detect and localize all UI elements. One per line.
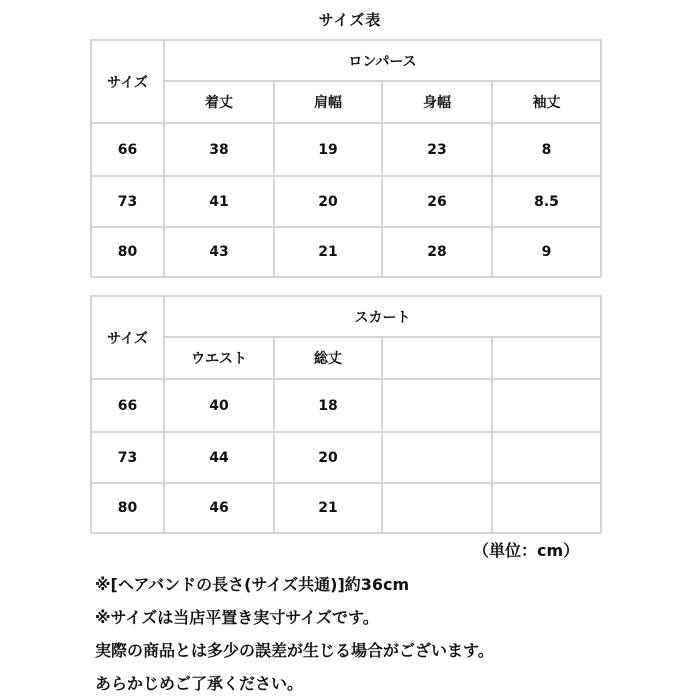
table-row — [91, 123, 601, 176]
column-header: 身幅 — [382, 81, 492, 123]
romper-group-header: ロンパース — [164, 40, 601, 81]
column-header: 総丈 — [274, 337, 382, 379]
table-cell — [492, 432, 601, 483]
table-cell: 26 — [382, 176, 492, 227]
note-measurement: ※サイズは当店平置き実寸サイズです。 — [95, 608, 379, 627]
table-cell: 28 — [382, 227, 492, 277]
romper-size-table — [90, 39, 602, 278]
table-cell: 40 — [164, 379, 274, 432]
note-hairband: ※[ヘアバンドの長さ(サイズ共通)]約36cm — [95, 575, 410, 594]
column-header: 肩幅 — [274, 81, 382, 123]
table-cell — [382, 483, 492, 533]
table-cell: 43 — [164, 227, 274, 277]
skirt-size-table — [90, 295, 602, 534]
table-row — [91, 432, 601, 483]
table-cell: 44 — [164, 432, 274, 483]
size-cell: 73 — [91, 432, 164, 483]
table-row — [91, 227, 601, 277]
skirt-group-header: スカート — [164, 296, 601, 337]
table-cell: 38 — [164, 123, 274, 176]
table-cell: 21 — [274, 227, 382, 277]
table-cell: 46 — [164, 483, 274, 533]
column-header: 着丈 — [164, 81, 274, 123]
column-header — [492, 337, 601, 379]
table-cell — [492, 379, 601, 432]
table-cell: 19 — [274, 123, 382, 176]
size-cell: 80 — [91, 483, 164, 533]
size-cell: 66 — [91, 379, 164, 432]
size-cell: 66 — [91, 123, 164, 176]
size-header: サイズ — [91, 40, 164, 123]
table-cell: 8 — [492, 123, 601, 176]
table-cell: 21 — [274, 483, 382, 533]
table-row — [91, 176, 601, 227]
size-header: サイズ — [91, 296, 164, 379]
table-row — [91, 379, 601, 432]
table-cell: 18 — [274, 379, 382, 432]
column-header: ウエスト — [164, 337, 274, 379]
note-variance: 実際の商品とは多少の誤差が生じる場合がございます。 — [95, 641, 494, 660]
column-header: 袖丈 — [492, 81, 601, 123]
page-title: サイズ表 — [318, 11, 382, 29]
size-cell: 80 — [91, 227, 164, 277]
size-cell: 73 — [91, 176, 164, 227]
note-acknowledge: あらかじめご了承ください。 — [95, 674, 304, 693]
unit-label: （単位：cm） — [473, 541, 580, 560]
column-header — [382, 337, 492, 379]
table-cell — [492, 483, 601, 533]
table-cell: 23 — [382, 123, 492, 176]
table-row — [91, 483, 601, 533]
table-cell: 20 — [274, 176, 382, 227]
table-cell — [382, 432, 492, 483]
table-cell: 20 — [274, 432, 382, 483]
table-cell: 9 — [492, 227, 601, 277]
table-cell: 41 — [164, 176, 274, 227]
table-cell: 8.5 — [492, 176, 601, 227]
table-cell — [382, 379, 492, 432]
